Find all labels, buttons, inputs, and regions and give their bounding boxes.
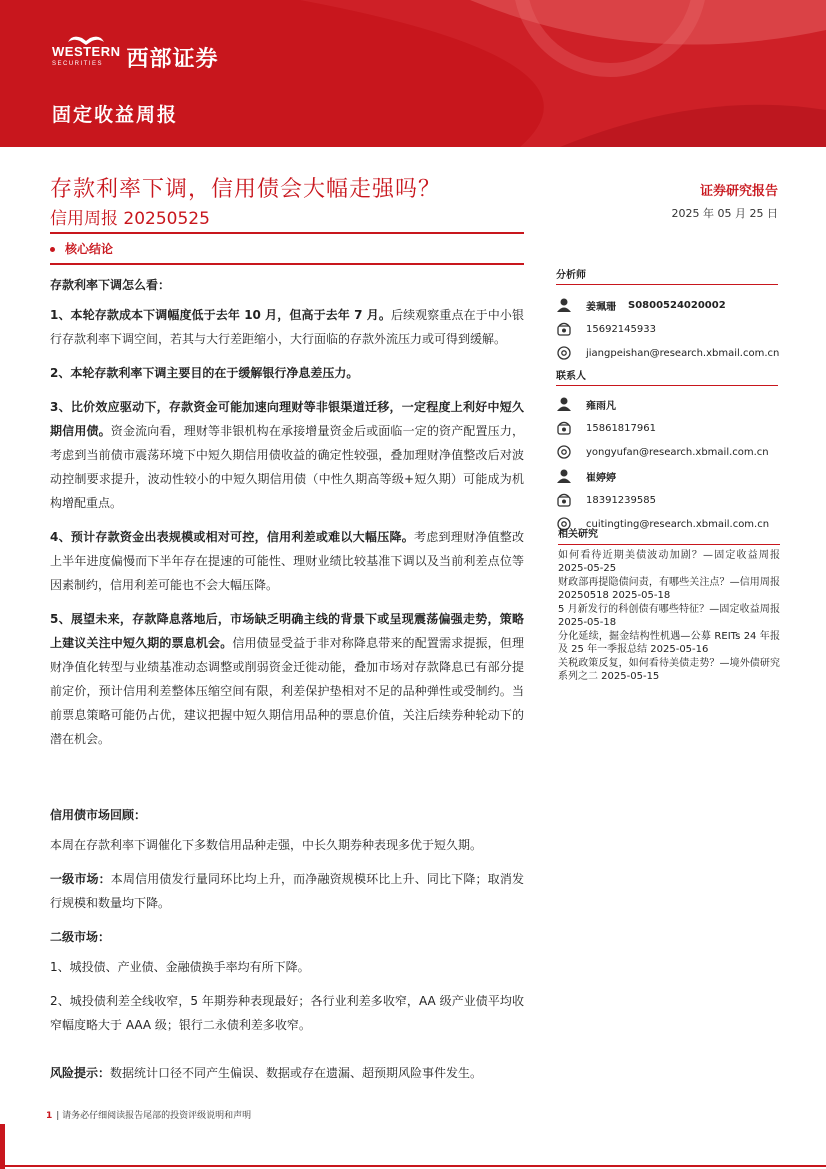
sidebar-authors xyxy=(556,266,778,536)
related-heading: 相关研究 xyxy=(558,528,780,545)
contact-email-row xyxy=(556,440,778,464)
paragraph: 本周在存款利率下调催化下多数信用品种走强，中长久期券种表现多优于短久期。 xyxy=(50,838,483,852)
company-logo xyxy=(52,42,219,73)
contact-phone: 15861817961 xyxy=(586,422,656,434)
risk-warning: 风险提示：数据统计口径不同产生偏误、数据或存在遗漏、超预期风险事件发生。 xyxy=(50,1066,483,1080)
analyst-phone: 15692145933 xyxy=(586,323,656,335)
section-heading: 二级市场： xyxy=(50,930,111,944)
core-divider xyxy=(50,263,524,265)
paragraph: 5、展望未来，存款降息落地后，市场缺乏明确主线的背景下或呈现震荡偏强走势，策略上建议关注中短久期的票息机会。信用债显受益于非对称降息带来的配置需求提振，但理财净值化转型与业绩基准动态调整或削弱资金迁徙动能，叠加市场对存款降息已有部分提前定价，预计信用利差整体压缩空间有限，利差保护垫相对不足的品种弹性或受制约。当前票息策略可能仍占优，建议把握中短久期信用品种的票息价值，关注后续券种轮动下的潜在机会。 xyxy=(50,612,524,746)
person-icon xyxy=(556,468,572,484)
contact-phone: 18391239585 xyxy=(586,494,656,506)
title-divider xyxy=(50,232,524,234)
contact-email[interactable]: cuitingting@research.xbmail.com.cn xyxy=(586,518,770,530)
paragraph: 3、比价效应驱动下，存款资金可能加速向理财等非银渠道迁移，一定程度上利好中短久期信用债。资金流向看，理财等非银机构在承接增量资金后或面临一定的资产配置压力，考虑到当前债市震荡环境下中短久期信用债收益的确定性较强，叠加理财净值整改后对波动控制要求提升，波动性较小的中短久期信用债（中性久期高等级+短久期）可能成为机构增配重点。 xyxy=(50,400,524,510)
core-conclusion-heading xyxy=(50,240,113,257)
bullet-icon xyxy=(50,247,55,252)
section-heading: 存款利率下调怎么看： xyxy=(50,278,171,292)
contact-name: 崔婷婷 xyxy=(586,472,616,484)
logo-cn: 西部证券 xyxy=(126,47,219,72)
paragraph: 2、本轮存款利率下调主要目的在于缓解银行净息差压力。 xyxy=(50,366,359,380)
related-item[interactable]: 关税政策反复，如何看待美债走势？—境外债研究系列之二 2025-05-15 xyxy=(558,657,780,682)
related-item[interactable]: 如何看待近期美债波动加剧？—固定收益周报 2025-05-25 xyxy=(558,549,780,574)
report-series: 固定收益周报 xyxy=(52,104,179,126)
analyst-heading: 分析师 xyxy=(556,266,778,285)
paragraph: 一级市场：本周信用债发行量同环比均上升，而净融资规模环比上升、同比下降；取消发行规模和数量均下降。 xyxy=(50,872,524,910)
analyst-phone-row xyxy=(556,317,778,341)
analyst-email-row xyxy=(556,341,778,365)
related-item[interactable]: 分化延续，掘金结构性机遇—公募 REITs 24 年报及 25 年一季报总结 2025-05-16 xyxy=(558,630,780,655)
contact-phone-row xyxy=(556,416,778,440)
phone-icon xyxy=(556,492,572,508)
core-heading-label: 核心结论 xyxy=(65,242,114,256)
analyst-id: S0800524020002 xyxy=(628,299,726,311)
report-subtitle: 信用周报 20250525 xyxy=(50,209,210,229)
contact-email[interactable]: yongyufan@research.xbmail.com.cn xyxy=(586,446,769,458)
related-item[interactable]: 5 月新发行的科创债有哪些特征？—固定收益周报 2025-05-18 xyxy=(558,603,780,628)
footer-text: | 请务必仔细阅读报告尾部的投资评级说明和声明 xyxy=(56,1111,252,1121)
footer-decoration xyxy=(0,1124,826,1169)
section-heading: 信用债市场回顾： xyxy=(50,808,147,822)
email-icon xyxy=(556,444,572,460)
email-icon xyxy=(556,345,572,361)
contact-heading: 联系人 xyxy=(556,367,778,386)
header-banner xyxy=(0,0,826,147)
phone-icon xyxy=(556,420,572,436)
logo-en-sub: SECURITIES xyxy=(52,60,104,67)
report-type: 证券研究报告 xyxy=(699,184,778,199)
person-icon xyxy=(556,396,572,412)
person-icon xyxy=(556,297,572,313)
analyst-name-row xyxy=(556,293,778,317)
analyst-email[interactable]: jiangpeishan@research.xbmail.com.cn xyxy=(586,347,780,359)
paragraph: 4、预计存款资金出表规模或相对可控，信用利差或难以大幅压降。考虑到理财净值整改上半年进度偏慢而下半年存在提速的可能性、理财业绩比较基准下调以及当前利差点位等因素制约，信用利差可能也不会大幅压降。 xyxy=(50,530,524,592)
contact-name-row xyxy=(556,464,778,488)
footer-disclaimer xyxy=(46,1108,251,1121)
related-item[interactable]: 财政部再提隐债问责，有哪些关注点？—信用周报 20250518 2025-05-18 xyxy=(558,576,780,601)
report-date: 2025 年 05 月 25 日 xyxy=(671,207,778,220)
phone-icon xyxy=(556,321,572,337)
logo-en: WESTERN xyxy=(52,43,121,59)
paragraph: 2、城投债利差全线收窄，5 年期券种表现最好；各行业利差多收窄，AA 级产业债平均收窄幅度略大于 AAA 级；银行二永债利差多收窄。 xyxy=(50,994,524,1032)
contact-phone-row xyxy=(556,488,778,512)
paragraph: 1、城投债、产业债、金融债换手率均有所下降。 xyxy=(50,960,310,974)
report-title: 存款利率下调，信用债会大幅走强吗？ xyxy=(50,177,442,202)
contact-name-row xyxy=(556,392,778,416)
analyst-name: 姜珮珊 xyxy=(586,301,616,313)
page-number: 1 xyxy=(46,1111,53,1121)
contact-name: 雍雨凡 xyxy=(586,400,616,412)
main-content xyxy=(50,273,524,1085)
paragraph: 1、本轮存款成本下调幅度低于去年 10 月，但高于去年 7 月。后续观察重点在于中小银行存款利率下调空间，若其与大行差距缩小，大行面临的存款外流压力或可得到缓解。 xyxy=(50,308,524,346)
related-research xyxy=(558,528,780,684)
